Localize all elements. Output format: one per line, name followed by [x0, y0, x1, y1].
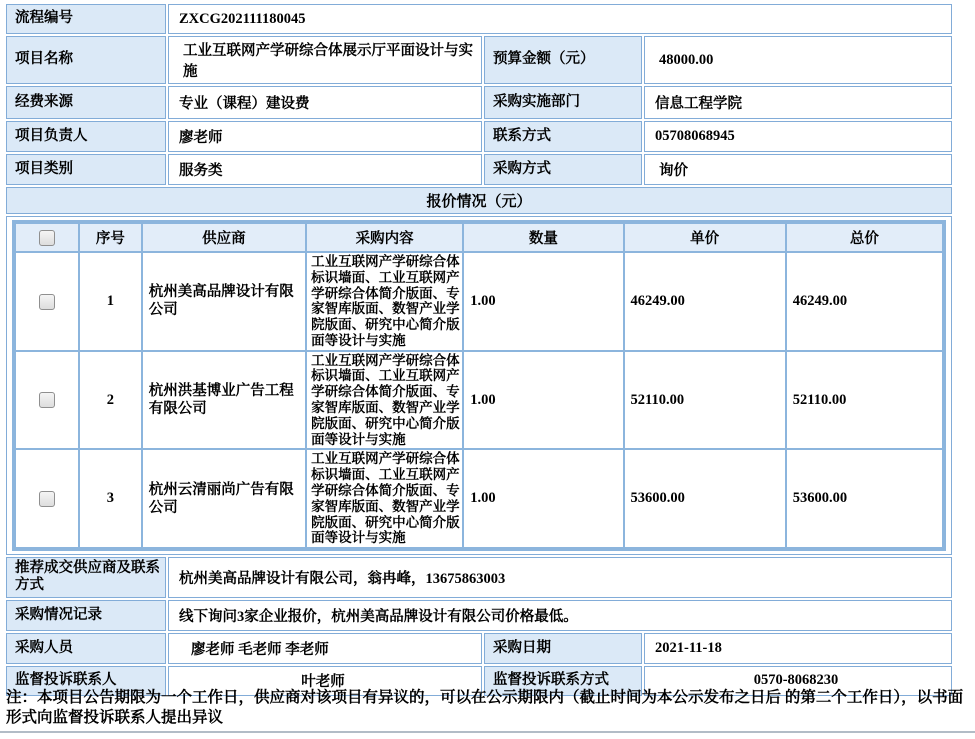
- supervisor-contact-label: 监督投诉联系方式: [484, 666, 642, 696]
- project-info-table: [4, 2, 954, 698]
- method-label: 采购方式: [484, 154, 642, 185]
- row-checkbox-cell: [14, 449, 79, 549]
- staff-label: 采购人员: [6, 633, 166, 664]
- row-quantity: 1.00: [463, 252, 623, 351]
- row-no: 2: [79, 351, 142, 450]
- quote-title-row: [6, 187, 952, 214]
- quote-table-row: [6, 216, 952, 555]
- staff-value: 廖老师 毛老师 李老师: [168, 633, 482, 664]
- procurement-record-value: 线下询问3家企业报价，杭州美高品牌设计有限公司价格最低。: [168, 600, 952, 631]
- recommended-supplier-label: 推荐成交供应商及联系方式: [6, 557, 166, 598]
- quotation-row-3: [14, 449, 944, 549]
- row-total-price: 52110.00: [786, 351, 944, 450]
- quotation-row-2: [14, 351, 944, 450]
- col-header-quantity: 数量: [463, 222, 623, 252]
- fund-source-value: 专业（课程）建设费: [168, 86, 482, 119]
- method-value: 询价: [644, 154, 952, 185]
- row-checkbox-cell: [14, 252, 79, 351]
- row-checkbox[interactable]: [39, 491, 55, 507]
- row-supplier: 杭州云清丽尚广告有限公司: [142, 449, 306, 549]
- leader-value: 廖老师: [168, 121, 482, 152]
- process-no-label: 流程编号: [6, 4, 166, 34]
- supervisor-value: 叶老师: [168, 666, 482, 696]
- quotation-header-row: [14, 222, 944, 252]
- row-no: 1: [79, 252, 142, 351]
- process-no-row: [6, 4, 952, 34]
- row-no: 3: [79, 449, 142, 549]
- project-name-value: 工业互联网产学研综合体展示厅平面设计与实施: [168, 36, 482, 84]
- department-label: 采购实施部门: [484, 86, 642, 119]
- row-content: 工业互联网产学研综合体标识墙面、工业互联网产学研综合体简介版面、专家智库版面、数智产业学院版面、研究中心简介版面等设计与实施: [306, 252, 463, 351]
- purchase-date-value: 2021-11-18: [644, 633, 952, 664]
- col-header-content: 采购内容: [306, 222, 463, 252]
- category-label: 项目类别: [6, 154, 166, 185]
- fund-source-row: [6, 86, 952, 119]
- budget-value: 48000.00: [644, 36, 952, 84]
- project-name-row: [6, 36, 952, 84]
- recommended-supplier-row: [6, 557, 952, 598]
- project-name-label: 项目名称: [6, 36, 166, 84]
- staff-row: [6, 633, 952, 664]
- row-unit-price: 52110.00: [624, 351, 786, 450]
- col-header-unit-price: 单价: [624, 222, 786, 252]
- fund-source-label: 经费来源: [6, 86, 166, 119]
- announcement-note: 注：本项目公告期限为一个工作日，供应商对该项目有异议的，可以在公示期限内（截止时间为本公示发布之日后 的第二个工作日），以书面形式向监督投诉联系人提出异议: [6, 689, 964, 727]
- process-no-value: ZXCG202111180045: [168, 4, 952, 34]
- leader-row: [6, 121, 952, 152]
- budget-label: 预算金额（元）: [484, 36, 642, 84]
- row-unit-price: 53600.00: [624, 449, 786, 549]
- row-total-price: 53600.00: [786, 449, 944, 549]
- purchase-date-label: 采购日期: [484, 633, 642, 664]
- row-unit-price: 46249.00: [624, 252, 786, 351]
- row-quantity: 1.00: [463, 449, 623, 549]
- bottom-divider: [0, 731, 975, 733]
- procurement-record-label: 采购情况记录: [6, 600, 166, 631]
- department-value: 信息工程学院: [644, 86, 952, 119]
- row-content: 工业互联网产学研综合体标识墙面、工业互联网产学研综合体简介版面、专家智库版面、数智产业学院版面、研究中心简介版面等设计与实施: [306, 449, 463, 549]
- quotation-table: [12, 220, 946, 551]
- col-header-supplier: 供应商: [142, 222, 306, 252]
- row-checkbox[interactable]: [39, 392, 55, 408]
- row-checkbox[interactable]: [39, 294, 55, 310]
- col-header-total-price: 总价: [786, 222, 944, 252]
- category-row: [6, 154, 952, 185]
- select-all-checkbox[interactable]: [39, 230, 55, 246]
- quote-section-title: 报价情况（元）: [6, 187, 952, 214]
- supervisor-label: 监督投诉联系人: [6, 666, 166, 696]
- row-supplier: 杭州美高品牌设计有限公司: [142, 252, 306, 351]
- quote-table-container: [6, 216, 952, 555]
- row-quantity: 1.00: [463, 351, 623, 450]
- leader-label: 项目负责人: [6, 121, 166, 152]
- row-total-price: 46249.00: [786, 252, 944, 351]
- supervisor-contact-value: 0570-8068230: [644, 666, 952, 696]
- quotation-row-1: [14, 252, 944, 351]
- recommended-supplier-value: 杭州美高品牌设计有限公司，翁冉峰，13675863003: [168, 557, 952, 598]
- procurement-record-row: [6, 600, 952, 631]
- col-header-no: 序号: [79, 222, 142, 252]
- row-supplier: 杭州洪基博业广告工程有限公司: [142, 351, 306, 450]
- category-value: 服务类: [168, 154, 482, 185]
- row-content: 工业互联网产学研综合体标识墙面、工业互联网产学研综合体简介版面、专家智库版面、数智产业学院版面、研究中心简介版面等设计与实施: [306, 351, 463, 450]
- select-all-header-cell: [14, 222, 79, 252]
- row-checkbox-cell: [14, 351, 79, 450]
- contact-value: 05708068945: [644, 121, 952, 152]
- contact-label: 联系方式: [484, 121, 642, 152]
